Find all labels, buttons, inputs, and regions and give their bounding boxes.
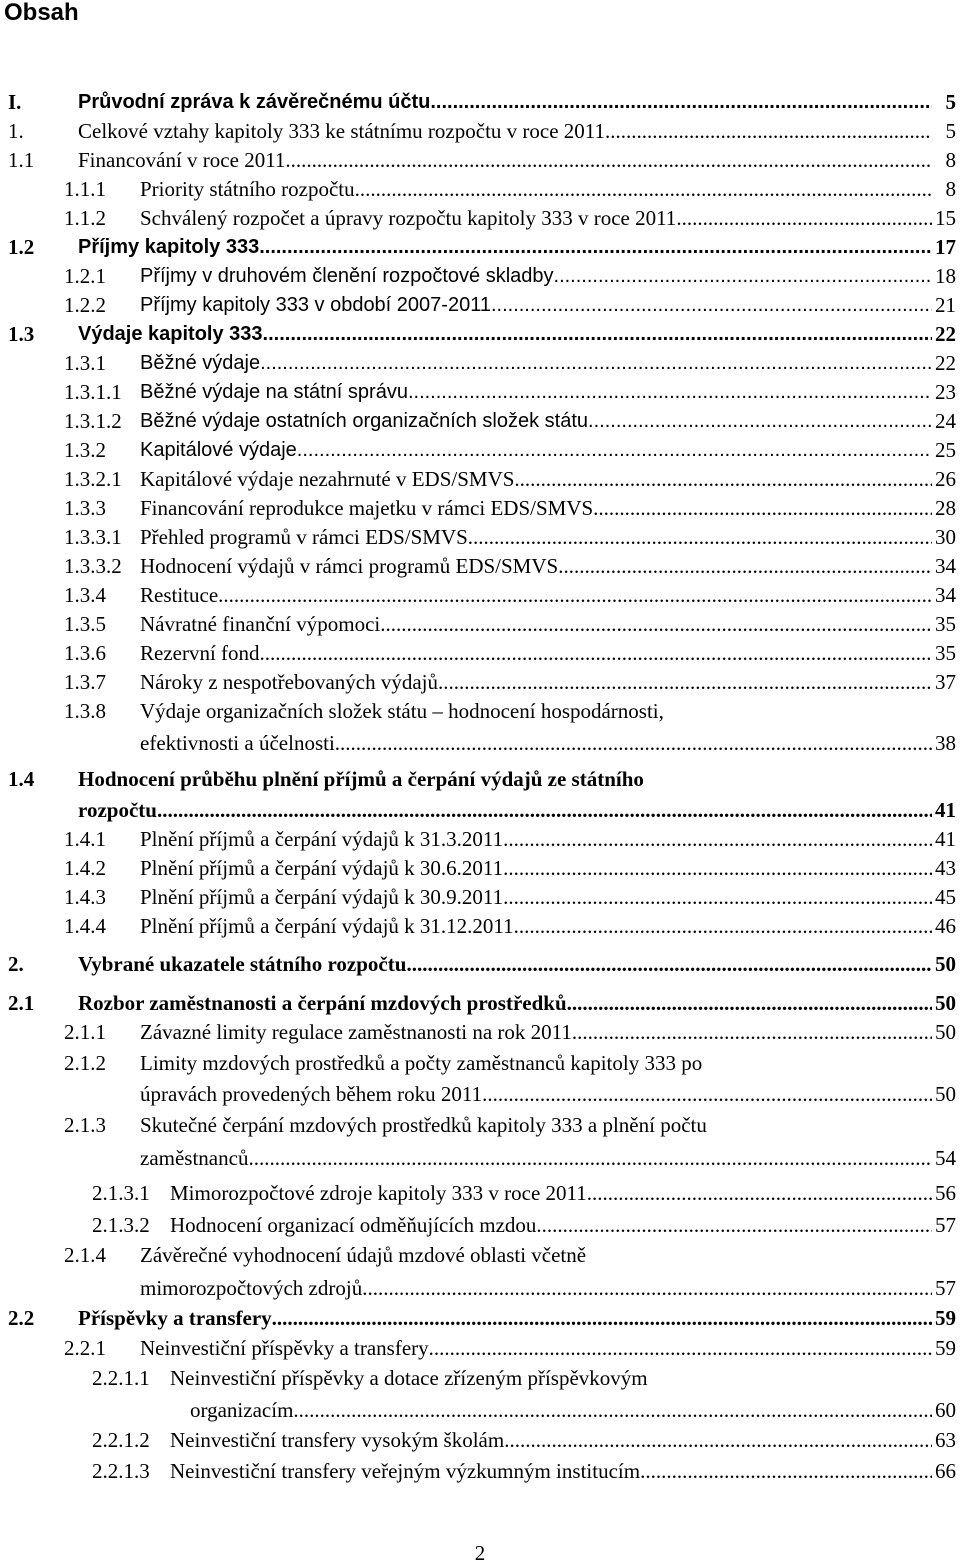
toc-entry-page: 23 <box>935 380 956 404</box>
toc-entry-number: 1.4.1 <box>64 827 106 851</box>
toc-entry[interactable] <box>0 1048 960 1078</box>
toc-entry-number: 2.1.3.2 <box>92 1213 150 1237</box>
toc-entry-leader <box>140 638 932 668</box>
toc-entry-title: Kapitálové výdaje nezahrnuté v EDS/SMVS <box>140 467 515 491</box>
toc-entry[interactable] <box>0 764 960 794</box>
toc-entry-number: I. <box>8 90 22 114</box>
toc-entry-continuation[interactable] <box>0 1273 960 1303</box>
toc-entry-page: 57 <box>935 1276 956 1300</box>
dot-leader <box>514 464 932 494</box>
toc-entry-page: 22 <box>935 351 956 375</box>
toc-entry[interactable] <box>0 290 960 320</box>
toc-entry-number: 1.3.2.1 <box>64 467 122 491</box>
toc-entry-title: Rezervní fond <box>140 641 260 665</box>
toc-entry-title: Příspěvky a transfery <box>78 1306 272 1330</box>
toc-entry-title-continuation: organizacím <box>190 1398 294 1422</box>
dot-leader <box>503 853 932 883</box>
toc-entry-leader <box>140 580 932 610</box>
toc-entry-page: 50 <box>935 952 956 976</box>
toc-entry-continuation[interactable] <box>0 1079 960 1109</box>
toc-entry-title: Plnění příjmů a čerpání výdajů k 30.6.2011 <box>140 856 504 880</box>
page-number-footer: 2 <box>474 1541 486 1565</box>
toc-entry-leader <box>140 551 932 581</box>
toc-entry-page: 28 <box>935 496 956 520</box>
dot-leader <box>218 580 932 610</box>
toc-entry-leader <box>140 174 932 204</box>
toc-entry-continuation[interactable] <box>0 795 960 825</box>
dot-leader <box>380 609 932 639</box>
toc-entry-leader <box>140 609 932 639</box>
toc-entry-page: 59 <box>935 1306 956 1330</box>
toc-entry-title: Průvodní zpráva k závěrečnému účtu <box>78 91 431 113</box>
toc-entry-title: Běžné výdaje <box>140 352 261 374</box>
toc-entry[interactable] <box>0 988 960 1018</box>
toc-entry-leader <box>140 261 932 291</box>
toc-entry-number: 2.2.1.1 <box>92 1366 150 1390</box>
toc-entry-page: 30 <box>935 525 956 549</box>
toc-entry-leader <box>140 348 932 378</box>
dot-leader <box>605 116 932 146</box>
toc-entry-page: 57 <box>935 1213 956 1237</box>
toc-entry[interactable] <box>0 261 960 291</box>
dot-leader <box>482 1079 932 1109</box>
toc-entry-title: Financování v roce 2011 <box>78 148 286 172</box>
toc-entry-number: 2.1.3.1 <box>92 1181 150 1205</box>
toc-entry-number: 1.2.2 <box>64 293 106 317</box>
toc-entry-title: Kapitálové výdaje <box>140 439 297 461</box>
toc-entry[interactable] <box>0 377 960 407</box>
toc-entry-page: 59 <box>935 1336 956 1360</box>
toc-entry-number: 1.1 <box>8 148 35 172</box>
toc-entry-title: Financování reprodukce majetku v rámci EDS/SMVS <box>140 496 594 520</box>
toc-entry-number: 1.3.8 <box>64 699 106 723</box>
toc-entry-page: 35 <box>935 641 956 665</box>
toc-entry-leader <box>140 911 932 941</box>
toc-entry-page: 34 <box>935 583 956 607</box>
toc-entry-number: 1.3.5 <box>64 612 106 636</box>
dot-leader <box>259 232 932 262</box>
toc-entry-leader <box>78 1303 932 1333</box>
toc-entry-number: 1.2 <box>8 235 35 259</box>
dot-leader <box>429 1333 932 1363</box>
toc-entry[interactable] <box>0 464 960 494</box>
toc-entry-number: 1.2.1 <box>64 264 106 288</box>
dot-leader <box>430 87 932 117</box>
toc-entry-page: 5 <box>945 90 956 114</box>
toc-entry-number: 1. <box>8 119 24 143</box>
toc-entry-page: 17 <box>935 235 956 259</box>
dot-leader <box>297 435 932 465</box>
toc-entry[interactable] <box>0 203 960 233</box>
toc-entry[interactable] <box>0 824 960 854</box>
toc-entry-title-continuation: mimorozpočtových zdrojů <box>140 1276 363 1300</box>
toc-entry[interactable] <box>0 319 960 349</box>
toc-entry-title: Plnění příjmů a čerpání výdajů k 31.12.2011 <box>140 914 514 938</box>
dot-leader <box>355 174 932 204</box>
dot-leader <box>272 1303 932 1333</box>
toc-entry-title-continuation: zaměstnanců <box>140 1146 249 1170</box>
dot-leader <box>593 493 932 523</box>
toc-entry-title: Schválený rozpočet a úpravy rozpočtu kapitoly 333 v roce 2011 <box>140 206 677 230</box>
toc-entry-title-continuation: úpravách provedených během roku 2011 <box>140 1082 483 1106</box>
toc-entry-leader <box>140 1017 932 1047</box>
toc-entry-title: Priority státního rozpočtu <box>140 177 355 201</box>
dot-leader <box>676 203 932 233</box>
dot-leader <box>260 638 932 668</box>
toc-entry-title: Mimorozpočtové zdroje kapitoly 333 v roce 2011 <box>170 1181 587 1205</box>
toc-entry-page: 45 <box>935 885 956 909</box>
dot-leader <box>588 406 932 436</box>
toc-entry-leader <box>140 1079 932 1109</box>
toc-entry-page: 34 <box>935 554 956 578</box>
toc-entry[interactable] <box>0 87 960 117</box>
toc-entry-number: 1.1.1 <box>64 177 106 201</box>
toc-entry-title: Hodnocení průběhu plnění příjmů a čerpání výdajů ze státního <box>78 767 644 791</box>
toc-entry-leader <box>140 522 932 552</box>
dot-leader <box>558 551 932 581</box>
toc-entry-leader <box>140 824 932 854</box>
toc-entry[interactable] <box>0 949 960 979</box>
dot-leader <box>248 1143 932 1173</box>
toc-entry-leader <box>140 1143 932 1173</box>
toc-entry-leader <box>140 493 932 523</box>
toc-entry[interactable] <box>0 1110 960 1140</box>
dot-leader <box>438 667 932 697</box>
toc-entry-leader <box>140 377 932 407</box>
toc-entry-title: Závazné limity regulace zaměstnanosti na rok 2011 <box>140 1020 572 1044</box>
toc-entry-leader <box>140 882 932 912</box>
toc-entry-page: 50 <box>935 1020 956 1044</box>
toc-entry-title: Skutečné čerpání mzdových prostředků kapitoly 333 a plnění počtu <box>140 1113 707 1137</box>
toc-entry-page: 63 <box>935 1428 956 1452</box>
toc-entry[interactable] <box>0 853 960 883</box>
toc-entry-title: Hodnocení výdajů v rámci programů EDS/SMVS <box>140 554 559 578</box>
toc-entry-page: 8 <box>945 177 956 201</box>
toc-entry-leader <box>140 464 932 494</box>
dot-leader <box>157 795 932 825</box>
toc-entry-title: Hodnocení organizací odměňujících mzdou <box>170 1213 537 1237</box>
toc-entry[interactable] <box>0 348 960 378</box>
dot-leader <box>504 1425 932 1455</box>
toc-entry-title: Nároky z nespotřebovaných výdajů <box>140 670 438 694</box>
toc-entry[interactable] <box>0 406 960 436</box>
toc-entry[interactable] <box>0 1425 960 1455</box>
dot-leader <box>567 988 932 1018</box>
toc-entry-title: Vybrané ukazatele státního rozpočtu <box>78 952 407 976</box>
toc-entry-leader <box>140 1333 932 1363</box>
toc-entry-number: 1.3.4 <box>64 583 106 607</box>
toc-entry-leader <box>140 1273 932 1303</box>
toc-entry-number: 1.3.3.2 <box>64 554 122 578</box>
toc-entry-leader <box>78 319 932 349</box>
toc-entry-number: 2.2 <box>8 1306 35 1330</box>
toc-entry-page: 35 <box>935 612 956 636</box>
toc-entry-continuation[interactable] <box>0 1395 960 1425</box>
toc-entry-page: 18 <box>935 264 956 288</box>
toc-entry-page: 41 <box>935 827 956 851</box>
dot-leader <box>491 290 932 320</box>
toc-entry-title: Plnění příjmů a čerpání výdajů k 31.3.2011 <box>140 827 504 851</box>
toc-entry[interactable] <box>0 1363 960 1393</box>
toc-entry-leader <box>190 1395 932 1425</box>
toc-entry-leader <box>170 1456 932 1486</box>
dot-leader <box>468 522 932 552</box>
toc-entry[interactable] <box>0 493 960 523</box>
dot-leader <box>554 261 932 291</box>
toc-entry-leader <box>140 667 932 697</box>
toc-entry-leader <box>140 728 932 758</box>
toc-entry[interactable] <box>0 911 960 941</box>
toc-entry-page: 56 <box>935 1181 956 1205</box>
dot-leader <box>362 1273 932 1303</box>
toc-entry[interactable] <box>0 638 960 668</box>
toc-entry[interactable] <box>0 1210 960 1240</box>
toc-entry-page: 22 <box>935 322 956 346</box>
toc-entry-number: 1.3.1 <box>64 351 106 375</box>
toc-entry-continuation[interactable] <box>0 1143 960 1173</box>
toc-entry-leader <box>170 1178 932 1208</box>
toc-entry-page: 5 <box>945 119 956 143</box>
toc-entry-page: 15 <box>935 206 956 230</box>
toc-entry-title: Restituce <box>140 583 219 607</box>
toc-entry-title: Neinvestiční příspěvky a transfery <box>140 1336 429 1360</box>
toc-entry-leader <box>140 290 932 320</box>
dot-leader <box>406 949 932 979</box>
toc-entry-number: 1.4 <box>8 767 35 791</box>
dot-leader <box>263 319 932 349</box>
toc-entry-title: Běžné výdaje ostatních organizačních složek státu <box>140 410 589 432</box>
toc-entry-leader <box>78 116 932 146</box>
toc-entry-title-continuation: efektivnosti a účelnosti <box>140 731 335 755</box>
toc-entry-number: 2.1 <box>8 991 35 1015</box>
dot-leader <box>260 348 932 378</box>
toc-entry[interactable] <box>0 174 960 204</box>
dot-leader <box>335 728 932 758</box>
toc-entry-page: 8 <box>945 148 956 172</box>
toc-entry[interactable] <box>0 116 960 146</box>
dot-leader <box>293 1395 932 1425</box>
toc-entry-number: 2.1.2 <box>64 1051 106 1075</box>
dot-leader <box>640 1456 932 1486</box>
toc-entry-page: 24 <box>935 409 956 433</box>
toc-entry-number: 1.4.3 <box>64 885 106 909</box>
toc-entry-leader <box>140 406 932 436</box>
dot-leader <box>572 1017 932 1047</box>
toc-entry-title: Plnění příjmů a čerpání výdajů k 30.9.2011 <box>140 885 504 909</box>
toc-entry-leader <box>140 435 932 465</box>
toc-entry-title: Rozbor zaměstnanosti a čerpání mzdových prostředků <box>78 991 567 1015</box>
toc-entry[interactable] <box>0 882 960 912</box>
dot-leader <box>503 824 932 854</box>
toc-entry-leader <box>170 1425 932 1455</box>
dot-leader <box>536 1210 932 1240</box>
toc-entry-number: 1.3 <box>8 322 35 346</box>
toc-entry-leader <box>140 203 932 233</box>
toc-entry-number: 1.3.1.1 <box>64 380 122 404</box>
dot-leader <box>408 377 932 407</box>
toc-entry-page: 50 <box>935 991 956 1015</box>
toc-entry-page: 21 <box>935 293 956 317</box>
toc-entry-page: 54 <box>935 1146 956 1170</box>
toc-entry[interactable] <box>0 609 960 639</box>
toc-entry-number: 1.1.2 <box>64 206 106 230</box>
toc-entry[interactable] <box>0 522 960 552</box>
toc-entry-title: Závěrečné vyhodnocení údajů mzdové oblasti včetně <box>140 1243 587 1267</box>
dot-leader <box>503 882 932 912</box>
toc-entry-title: Běžné výdaje na státní správu <box>140 381 408 403</box>
toc-entry[interactable] <box>0 1333 960 1363</box>
toc-entry[interactable] <box>0 145 960 175</box>
toc-entry-title: Neinvestiční transfery veřejným výzkumným institucím <box>170 1459 641 1483</box>
toc-entry-leader <box>78 87 932 117</box>
toc-entry-title: Limity mzdových prostředků a počty zaměstnanců kapitoly 333 po <box>140 1051 703 1075</box>
toc-entry[interactable] <box>0 1240 960 1270</box>
toc-entry-number: 1.3.3.1 <box>64 525 122 549</box>
toc-entry-leader <box>78 949 932 979</box>
toc-entry-leader <box>78 232 932 262</box>
toc-entry[interactable] <box>0 667 960 697</box>
toc-entry-number: 2.2.1.3 <box>92 1459 150 1483</box>
toc-entry-title: Příjmy v druhovém členění rozpočtové skladby <box>140 265 554 287</box>
dot-leader <box>514 911 932 941</box>
toc-entry-leader <box>140 853 932 883</box>
toc-entry[interactable] <box>0 1456 960 1486</box>
toc-entry-title: Příjmy kapitoly 333 <box>78 236 260 258</box>
toc-entry-title: Příjmy kapitoly 333 v období 2007-2011 <box>140 294 491 316</box>
toc-entry-number: 1.3.1.2 <box>64 409 122 433</box>
toc-entry-title: Přehled programů v rámci EDS/SMVS <box>140 525 468 549</box>
toc-entry-page: 41 <box>935 798 956 822</box>
toc-entry-page: 66 <box>935 1459 956 1483</box>
toc-entry-number: 1.4.2 <box>64 856 106 880</box>
toc-entry-title: Návratné finanční výpomoci <box>140 612 381 636</box>
toc-entry-page: 43 <box>935 856 956 880</box>
toc-entry-page: 46 <box>935 914 956 938</box>
toc-entry-page: 60 <box>935 1398 956 1422</box>
toc-entry-title: Neinvestiční příspěvky a dotace zřízeným příspěvkovým <box>170 1366 648 1390</box>
toc-entry-number: 2.2.1 <box>64 1336 106 1360</box>
toc-entry-title: Výdaje kapitoly 333 <box>78 323 263 345</box>
toc-entry-title: Neinvestiční transfery vysokým školám <box>170 1428 505 1452</box>
dot-leader <box>285 145 932 175</box>
toc-entry[interactable] <box>0 232 960 262</box>
toc-entry-title: Celkové vztahy kapitoly 333 ke státnímu rozpočtu v roce 2011 <box>78 119 606 143</box>
toc-entry[interactable] <box>0 696 960 726</box>
toc-entry[interactable] <box>0 1017 960 1047</box>
toc-entry[interactable] <box>0 1303 960 1333</box>
dot-leader <box>587 1178 932 1208</box>
toc-entry-number: 2.1.3 <box>64 1113 106 1137</box>
toc-entry-continuation[interactable] <box>0 728 960 758</box>
toc-entry-title: Výdaje organizačních složek státu – hodnocení hospodárnosti, <box>140 699 664 723</box>
toc-entry[interactable] <box>0 1178 960 1208</box>
toc-entry-number: 1.3.2 <box>64 438 106 462</box>
toc-entry[interactable] <box>0 551 960 581</box>
toc-entry-number: 1.3.3 <box>64 496 106 520</box>
toc-entry-number: 2.2.1.2 <box>92 1428 150 1452</box>
toc-entry-page: 50 <box>935 1082 956 1106</box>
toc-entry-number: 1.4.4 <box>64 914 106 938</box>
page-title: Obsah <box>4 0 79 26</box>
toc-entry-number: 1.3.7 <box>64 670 106 694</box>
toc-entry-number: 2.1.1 <box>64 1020 106 1044</box>
toc-entry-title-continuation: rozpočtu <box>78 798 157 822</box>
toc-entry-leader <box>78 795 932 825</box>
toc-entry[interactable] <box>0 435 960 465</box>
toc-entry[interactable] <box>0 580 960 610</box>
toc-entry-page: 25 <box>935 438 956 462</box>
toc-entry-page: 37 <box>935 670 956 694</box>
toc-entry-leader <box>78 988 932 1018</box>
toc-entry-number: 2.1.4 <box>64 1243 106 1267</box>
toc-entry-number: 2. <box>8 952 24 976</box>
toc-entry-page: 38 <box>935 731 956 755</box>
toc-entry-leader <box>170 1210 932 1240</box>
toc-entry-leader <box>78 145 932 175</box>
toc-entry-page: 26 <box>935 467 956 491</box>
toc-entry-number: 1.3.6 <box>64 641 106 665</box>
